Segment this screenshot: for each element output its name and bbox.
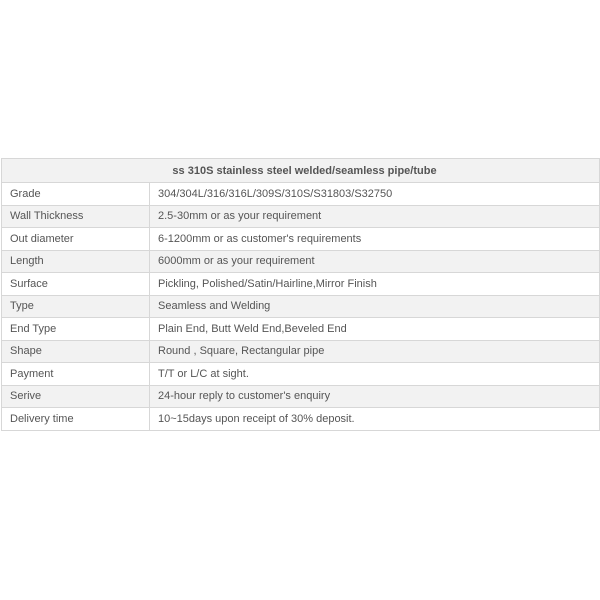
row-value: 24-hour reply to customer's enquiry bbox=[150, 385, 600, 408]
row-label: End Type bbox=[2, 318, 150, 341]
table-row bbox=[2, 205, 600, 228]
row-label: Surface bbox=[2, 273, 150, 296]
row-label: Type bbox=[2, 295, 150, 318]
table-row bbox=[2, 228, 600, 251]
spec-table bbox=[1, 158, 600, 431]
table-row bbox=[2, 295, 600, 318]
row-label: Payment bbox=[2, 363, 150, 386]
row-label: Grade bbox=[2, 183, 150, 206]
table-title: ss 310S stainless steel welded/seamless pipe/tube bbox=[2, 159, 600, 183]
table-row bbox=[2, 408, 600, 431]
row-label: Shape bbox=[2, 340, 150, 363]
table-header-row bbox=[2, 159, 600, 183]
row-label: Length bbox=[2, 250, 150, 273]
row-value: 6-1200mm or as customer's requirements bbox=[150, 228, 600, 251]
table-row bbox=[2, 183, 600, 206]
row-label: Delivery time bbox=[2, 408, 150, 431]
row-value: Round , Square, Rectangular pipe bbox=[150, 340, 600, 363]
row-value: Plain End, Butt Weld End,Beveled End bbox=[150, 318, 600, 341]
row-label: Serive bbox=[2, 385, 150, 408]
table-row bbox=[2, 385, 600, 408]
row-label: Out diameter bbox=[2, 228, 150, 251]
row-value: 2.5-30mm or as your requirement bbox=[150, 205, 600, 228]
row-value: 10~15days upon receipt of 30% deposit. bbox=[150, 408, 600, 431]
table-row bbox=[2, 318, 600, 341]
table-row bbox=[2, 273, 600, 296]
table-row bbox=[2, 250, 600, 273]
row-value: T/T or L/C at sight. bbox=[150, 363, 600, 386]
row-value: Seamless and Welding bbox=[150, 295, 600, 318]
table-row bbox=[2, 363, 600, 386]
row-value: 6000mm or as your requirement bbox=[150, 250, 600, 273]
row-value: Pickling, Polished/Satin/Hairline,Mirror Finish bbox=[150, 273, 600, 296]
row-value: 304/304L/316/316L/309S/310S/S31803/S32750 bbox=[150, 183, 600, 206]
table-body bbox=[2, 183, 600, 431]
row-label: Wall Thickness bbox=[2, 205, 150, 228]
table-row bbox=[2, 340, 600, 363]
